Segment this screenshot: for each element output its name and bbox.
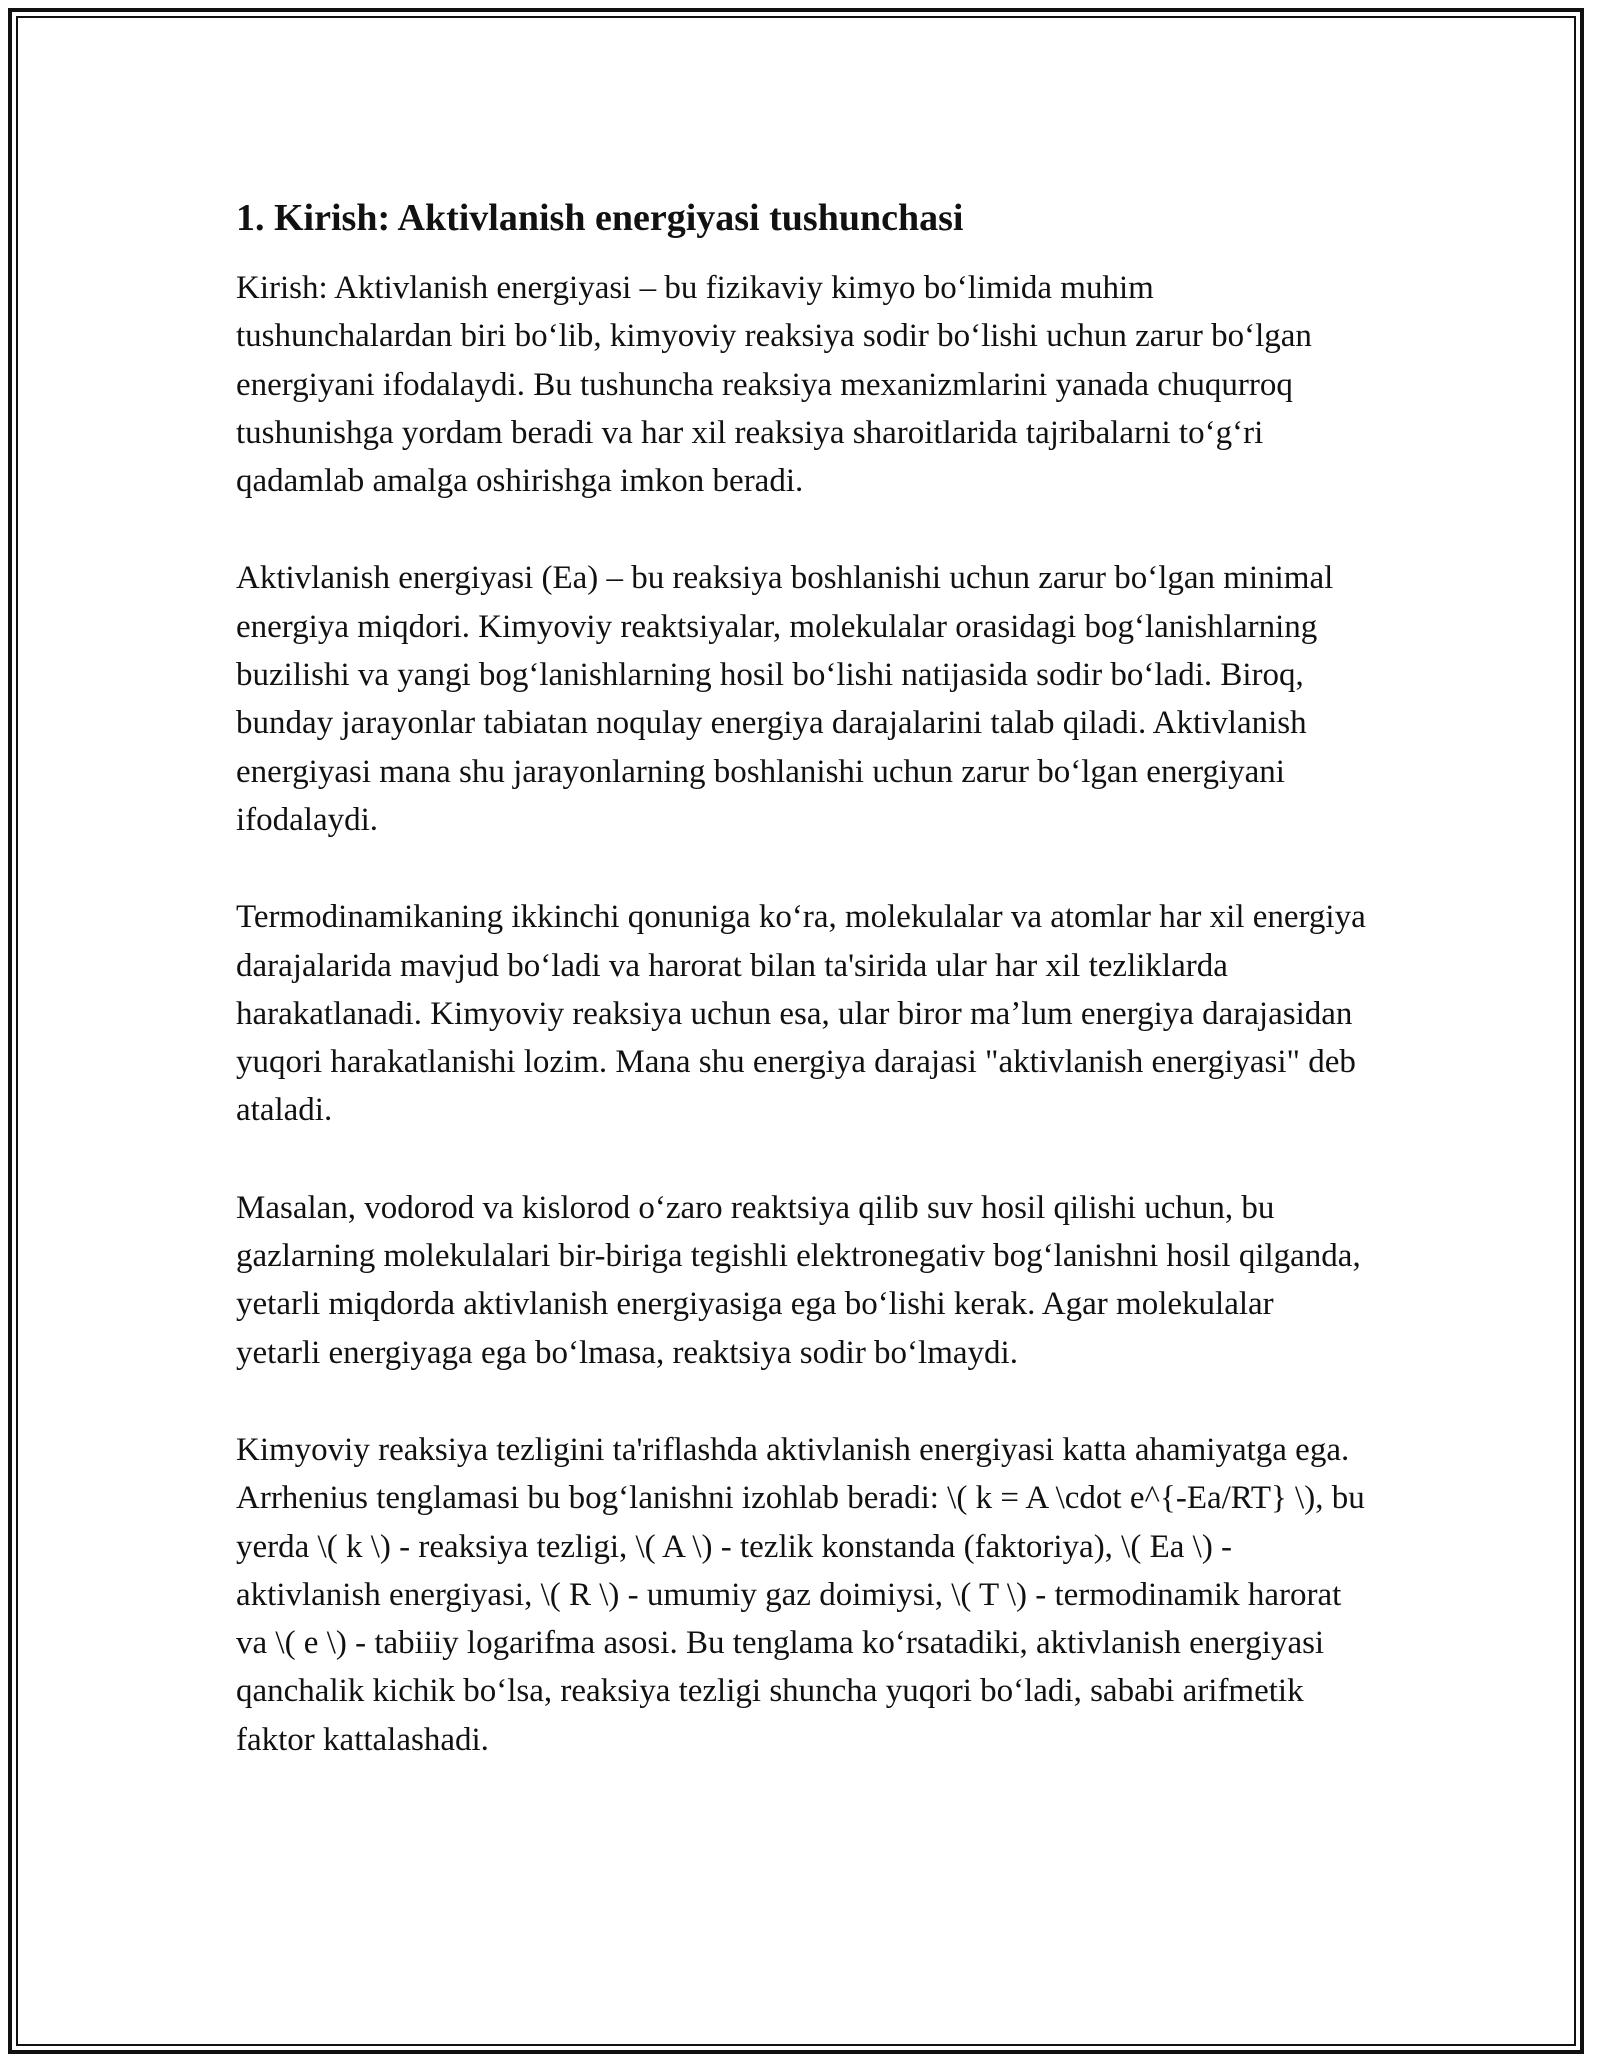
paragraph-thermodynamics: Termodinamikaning ikkinchi qonuniga koʻra, molekulalar va atomlar har xil energiya darajalarida mavjud boʻladi va harorat bilan ta'sirida ular har xil tezliklarda harakatlanadi. Kimyoviy reaksiya uchun esa, ular biror maʼlum energiya darajasidan yuqori harakatlanishi lozim. Mana shu energiya darajasi "aktivlanish energiyasi" deb ataladi. — [236, 899, 1366, 1129]
paragraph-arrhenius: Kimyoviy reaksiya tezligini ta'riflashda aktivlanish energiyasi katta ahamiyatga ega. Arrhenius tenglamasi bu bogʻlanishni izohlab beradi: \( k = A \cdot e^{-Ea/RT} \), bu yerda \( k \) - reaksiya tezligi, \( A \) - tezlik konstanda (faktoriya), \( Ea \) - aktivlanish energiyasi, \( R \) - umumiy gaz doimiysi, \( T \) - termodinamik harorat va \( e \) - tabiiiy logarifma asosi. Bu tenglama koʻrsatadiki, aktivlanish energiyasi qanchalik kichik boʻlsa, reaksiya tezligi shuncha yuqori boʻladi, sababi arifmetik faktor kattalashadi. — [236, 1431, 1365, 1758]
paragraph-intro: Kirish: Aktivlanish energiyasi – bu fizikaviy kimyo boʻlimida muhim tushunchalardan biri boʻlib, kimyoviy reaksiya sodir boʻlishi uchun zarur boʻlgan energiyani ifodalaydi. Bu tushuncha reaksiya mexanizmlarini yanada chuqurroq tushunishga yordam beradi va har xil reaksiya sharoitlarida tajribalarni toʻgʻri qadamlab amalga oshirishga imkon beradi. — [236, 270, 1312, 500]
document-body — [236, 180, 1366, 1813]
paragraph-definition: Aktivlanish energiyasi (Ea) – bu reaksiya boshlanishi uchun zarur boʻlgan minimal energiya miqdori. Kimyoviy reaktsiyalar, molekulalar orasidagi bogʻlanishlarning buzilishi va yangi bogʻlanishlarning hosil boʻlishi natijasida sodir boʻladi. Biroq, bunday jarayonlar tabiatan noqulay energiya darajalarini talab qiladi. Aktivlanish energiyasi mana shu jarayonlarning boshlanishi uchun zarur boʻlgan energiyani ifodalaydi. — [236, 560, 1334, 838]
paragraph-example: Masalan, vodorod va kislorod oʻzaro reaktsiya qilib suv hosil qilishi uchun, bu gazlarning molekulalari bir-biriga tegishli elektronegativ bogʻlanishni hosil qilganda, yetarli miqdorda aktivlanish energiyasiga ega boʻlishi kerak. Agar molekulalar yetarli energiyaga ega boʻlmasa, reaktsiya sodir boʻlmaydi. — [236, 1189, 1361, 1371]
section-heading: 1. Kirish: Aktivlanish energiyasi tushunchasi — [236, 197, 964, 239]
